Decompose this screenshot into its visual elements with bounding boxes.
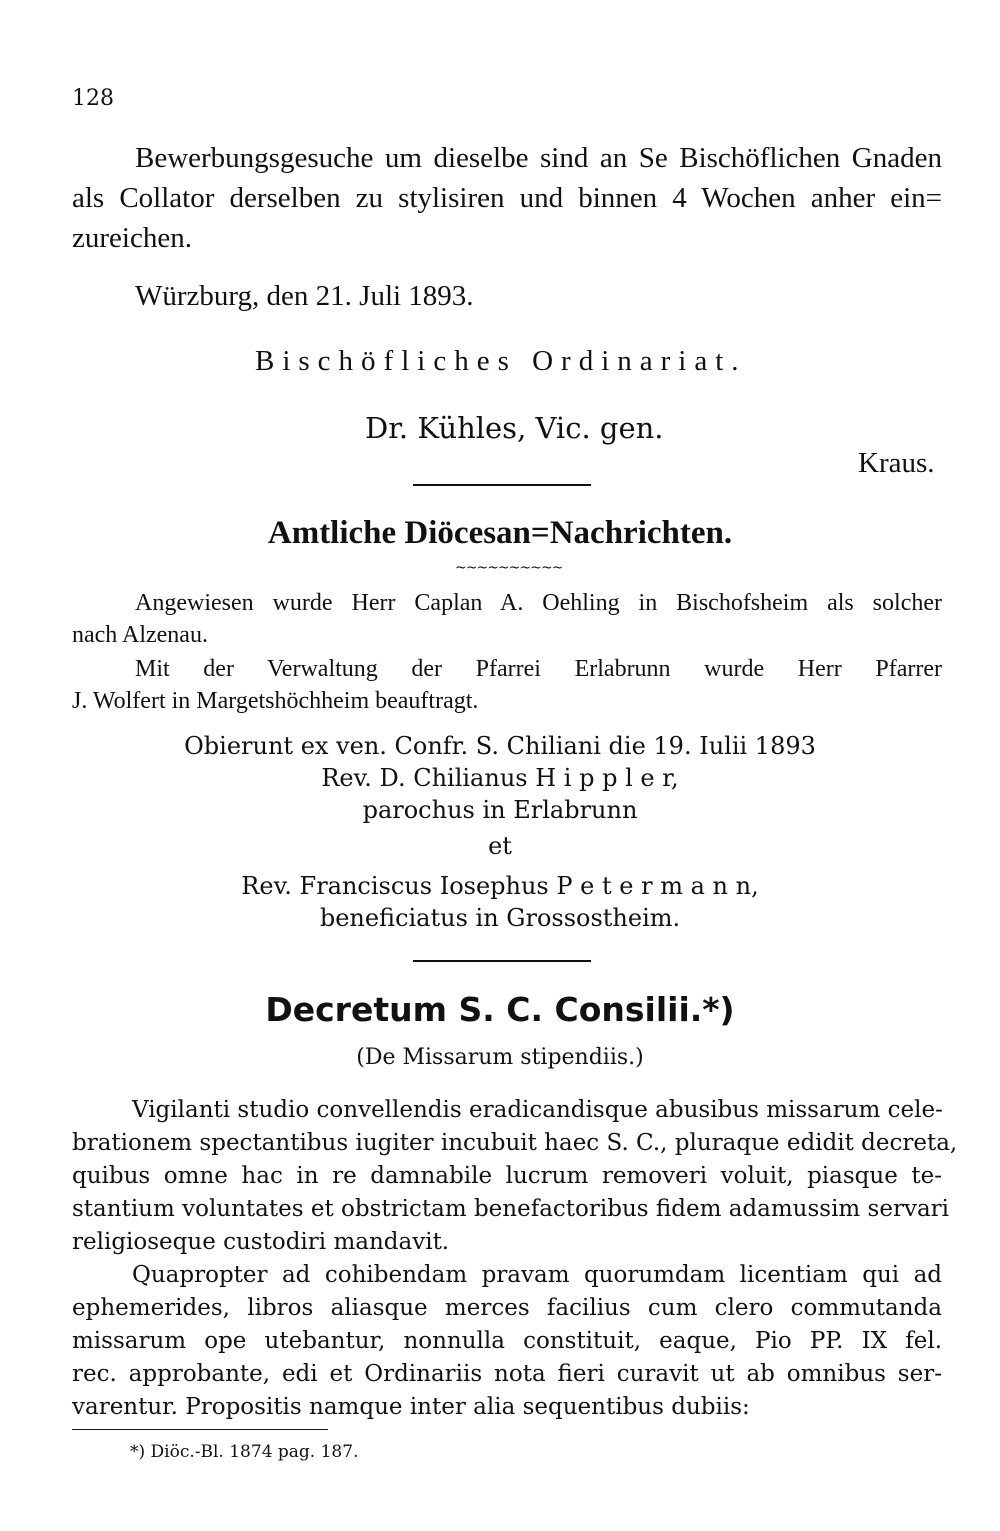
section-title: Amtliche Diöcesan=Nachrichten. [267, 515, 733, 551]
footnote-rule [72, 1429, 328, 1430]
signature-vicar: Dr. Kühles, Vic. gen. [365, 411, 664, 445]
decree-subtitle: (De Missarum stipendiis.) [356, 1045, 644, 1070]
dateline: Würzburg, den 21. Juli 1893. [135, 280, 474, 312]
signature-secretary: Kraus. [858, 447, 935, 479]
decree-title: Decretum S. C. Consilii.*) [265, 990, 735, 1029]
decree-line: missarum ope utebantur, nonnulla constituit, eaque, Pio PP. IX fel. [72, 1328, 942, 1354]
decree-line: stantium voluntates et obstrictam benefactoribus fidem adamussim servari [72, 1196, 950, 1222]
obituary-line: Rev. D. Chilianus H i p p l e r, [321, 764, 679, 792]
paragraph-line: als Collator derselben zu stylisiren und binnen 4 Wochen anher ein= [72, 182, 942, 214]
page-number: 128 [72, 86, 114, 111]
footnote: *) Diöc.-Bl. 1874 pag. 187. [130, 1442, 359, 1462]
ordinariat-heading: Bischöfliches Ordinariat. [255, 345, 747, 377]
decree-line: varentur. Propositis namque inter alia sequentibus dubiis: [72, 1394, 750, 1420]
news-line: J. Wolfert in Margetshöchheim beauftragt. [72, 688, 479, 714]
obituary-line: Obierunt ex ven. Confr. S. Chiliani die 19. Iulii 1893 [184, 732, 816, 760]
obituary-line: Rev. Franciscus Iosephus P e t e r m a n n, [241, 872, 759, 900]
divider-rule [413, 484, 591, 486]
decree-line: quibus omne hac in re damnabile lucrum removeri voluit, piasque te- [72, 1163, 942, 1189]
news-line: Angewiesen wurde Herr Caplan A. Oehling in Bischofsheim als solcher [135, 590, 942, 616]
decree-line: Quapropter ad cohibendam pravam quorumdam licentiam qui ad [132, 1262, 942, 1288]
decree-line: brationem spectantibus iugiter incubuit haec S. C., pluraque edidit decreta, [72, 1130, 958, 1156]
obituary-line: beneficiatus in Grossostheim. [319, 904, 681, 932]
obituary-line: parochus in Erlabrunn [362, 796, 638, 824]
divider-rule [413, 960, 591, 962]
obituary-line: et [488, 832, 512, 860]
section-ornament: ~~~~~~~~~~ [455, 560, 563, 576]
paragraph-line: Bewerbungsgesuche um dieselbe sind an Se Bischöflichen Gnaden [135, 142, 942, 174]
news-line: nach Alzenau. [72, 622, 208, 648]
news-line: Mit der Verwaltung der Pfarrei Erlabrunn wurde Herr Pfarrer [135, 656, 942, 682]
paragraph-line: zureichen. [72, 222, 192, 254]
decree-line: Vigilanti studio convellendis eradicandisque abusibus missarum cele- [132, 1097, 943, 1123]
decree-line: rec. approbante, edi et Ordinariis nota fieri curavit ut ab omnibus ser- [72, 1361, 942, 1387]
decree-line: ephemerides, libros aliasque merces facilius cum clero commutanda [72, 1295, 942, 1321]
decree-line: religioseque custodiri mandavit. [72, 1229, 450, 1255]
